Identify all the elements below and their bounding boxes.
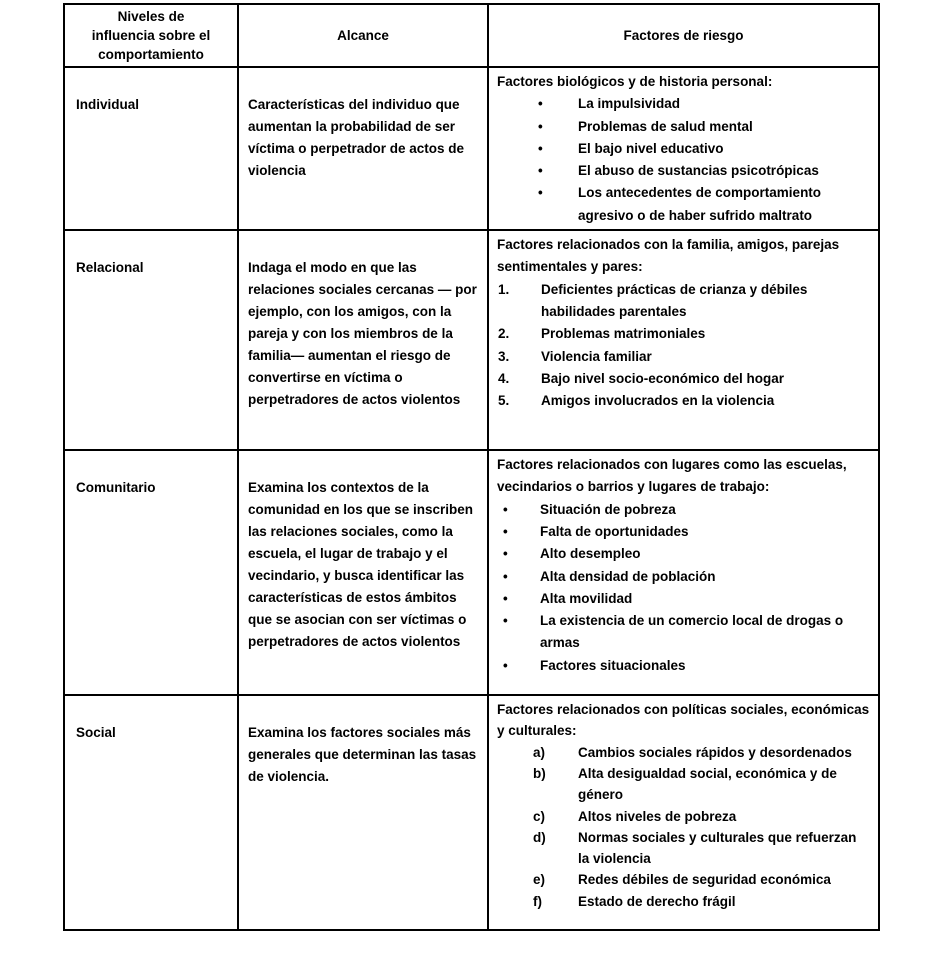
list-item-text: Bajo nivel socio-económico del hogar bbox=[541, 370, 785, 386]
list-item bbox=[503, 610, 870, 655]
list-marker: • bbox=[503, 590, 508, 606]
list-marker: 1. bbox=[498, 281, 510, 297]
list-item-text: La existencia de un comercio local de drogas o armas bbox=[540, 613, 844, 651]
list-item bbox=[503, 655, 870, 677]
list-marker: • bbox=[538, 185, 543, 201]
list-item bbox=[533, 827, 870, 870]
list-item-text: Cambios sociales rápidos y desordenados bbox=[578, 744, 852, 760]
list-item-text: Estado de derecho frágil bbox=[578, 893, 736, 909]
list-marker: e) bbox=[533, 872, 546, 888]
list-item bbox=[533, 891, 870, 912]
numbered-list bbox=[497, 279, 870, 413]
list-item bbox=[538, 93, 870, 115]
list-marker: a) bbox=[533, 744, 546, 760]
list-item-text: Alta movilidad bbox=[540, 590, 633, 606]
list-marker: • bbox=[538, 140, 543, 156]
row-individual bbox=[64, 67, 879, 230]
factores-cell bbox=[488, 67, 879, 230]
list-item bbox=[503, 521, 870, 543]
list-item-text: Normas sociales y culturales que refuerzan la violencia bbox=[578, 829, 857, 867]
list-item-text: Problemas de salud mental bbox=[578, 118, 753, 134]
list-marker: 4. bbox=[498, 370, 510, 386]
factores-cell bbox=[488, 695, 879, 930]
header-niveles-line1: Niveles de bbox=[117, 9, 185, 24]
list-item bbox=[503, 499, 870, 521]
header-alcance: Alcance bbox=[238, 4, 488, 67]
row-social bbox=[64, 695, 879, 930]
factores-cell bbox=[488, 230, 879, 450]
factores-intro: Factores relacionados con políticas sociales, económicas y culturales: bbox=[497, 702, 870, 739]
list-marker: 5. bbox=[498, 393, 510, 409]
list-item bbox=[538, 116, 870, 138]
list-item-text: Falta de oportunidades bbox=[540, 523, 689, 539]
nivel-cell: Comunitario bbox=[64, 450, 238, 695]
list-item bbox=[498, 346, 870, 368]
list-item-text: El bajo nivel educativo bbox=[578, 140, 724, 156]
risk-factors-table bbox=[63, 3, 880, 931]
list-item bbox=[533, 763, 870, 806]
list-item bbox=[538, 138, 870, 160]
list-item bbox=[538, 160, 870, 182]
list-marker: • bbox=[503, 546, 508, 562]
list-item-text: Alta desigualdad social, económica y de género bbox=[578, 765, 837, 803]
header-factores: Factores de riesgo bbox=[488, 4, 879, 67]
list-item-text: Los antecedentes de comportamiento agresivo o de haber sufrido maltrato bbox=[578, 185, 822, 223]
list-item-text: El abuso de sustancias psicotrópicas bbox=[578, 163, 819, 179]
list-item-text: Situación de pobreza bbox=[540, 501, 676, 517]
list-item bbox=[533, 869, 870, 890]
factores-intro: Factores biológicos y de historia personal: bbox=[497, 74, 773, 89]
list-item-text: Violencia familiar bbox=[541, 348, 652, 364]
header-niveles-line3: comportamiento bbox=[98, 47, 204, 62]
list-item bbox=[538, 182, 870, 227]
list-marker: • bbox=[503, 523, 508, 539]
bullet-list bbox=[497, 499, 870, 677]
list-item-text: Deficientes prácticas de crianza y débiles habilidades parentales bbox=[541, 281, 808, 319]
list-item-text: Factores situacionales bbox=[540, 657, 686, 673]
list-marker: • bbox=[538, 163, 543, 179]
list-item bbox=[503, 566, 870, 588]
list-item bbox=[503, 543, 870, 565]
header-niveles-line2: influencia sobre el bbox=[91, 28, 211, 43]
list-item-text: Problemas matrimoniales bbox=[541, 326, 706, 342]
bullet-list bbox=[497, 93, 870, 227]
header-niveles bbox=[64, 4, 238, 67]
list-marker: c) bbox=[533, 808, 546, 824]
list-item-text: Alta densidad de población bbox=[540, 568, 716, 584]
list-item bbox=[533, 806, 870, 827]
factores-intro: Factores relacionados con la familia, amigos, parejas sentimentales y pares: bbox=[497, 237, 840, 275]
list-item bbox=[533, 742, 870, 763]
row-relacional bbox=[64, 230, 879, 450]
row-comunitario bbox=[64, 450, 879, 695]
list-marker: f) bbox=[533, 893, 542, 909]
nivel-cell: Individual bbox=[64, 67, 238, 230]
list-marker: • bbox=[503, 568, 508, 584]
list-marker: • bbox=[503, 613, 508, 629]
nivel-cell: Social bbox=[64, 695, 238, 930]
list-item-text: Alto desempleo bbox=[540, 546, 641, 562]
factores-intro: Factores relacionados con lugares como las escuelas, vecindarios o barrios y lugares de trabajo: bbox=[497, 457, 847, 495]
list-item bbox=[503, 588, 870, 610]
list-item-text: Altos niveles de pobreza bbox=[578, 808, 737, 824]
list-item bbox=[498, 368, 870, 390]
list-marker: • bbox=[503, 657, 508, 673]
list-marker: • bbox=[503, 501, 508, 517]
factores-cell bbox=[488, 450, 879, 695]
alcance-cell: Examina los factores sociales más generales que determinan las tasas de violencia. bbox=[238, 695, 488, 930]
header-row bbox=[64, 4, 879, 67]
alcance-cell: Características del individuo que aumentan la probabilidad de ser víctima o perpetrador de actos de violencia bbox=[238, 67, 488, 230]
list-item-text: La impulsividad bbox=[578, 96, 681, 112]
list-item bbox=[498, 279, 870, 324]
list-marker: 2. bbox=[498, 326, 510, 342]
list-item bbox=[498, 323, 870, 345]
list-item-text: Amigos involucrados en la violencia bbox=[541, 393, 775, 409]
list-marker: b) bbox=[533, 765, 546, 781]
list-item-text: Redes débiles de seguridad económica bbox=[578, 872, 831, 888]
lettered-list bbox=[497, 742, 870, 912]
list-marker: • bbox=[538, 96, 543, 112]
list-marker: 3. bbox=[498, 348, 510, 364]
list-marker: • bbox=[538, 118, 543, 134]
nivel-cell: Relacional bbox=[64, 230, 238, 450]
list-item bbox=[498, 390, 870, 412]
list-marker: d) bbox=[533, 829, 546, 845]
alcance-cell: Examina los contextos de la comunidad en los que se inscriben las relaciones sociales, como la escuela, el lugar de trabajo y el vecindario, y busca identificar las características de estos ámbitos que se asocian con ser víctimas o perpetradores de actos violentos bbox=[238, 450, 488, 695]
alcance-cell: Indaga el modo en que las relaciones sociales cercanas — por ejemplo, con los amigos, con la pareja y con los miembros de la familia— aumentan el riesgo de convertirse en víctima o perpetradores de actos violentos bbox=[238, 230, 488, 450]
